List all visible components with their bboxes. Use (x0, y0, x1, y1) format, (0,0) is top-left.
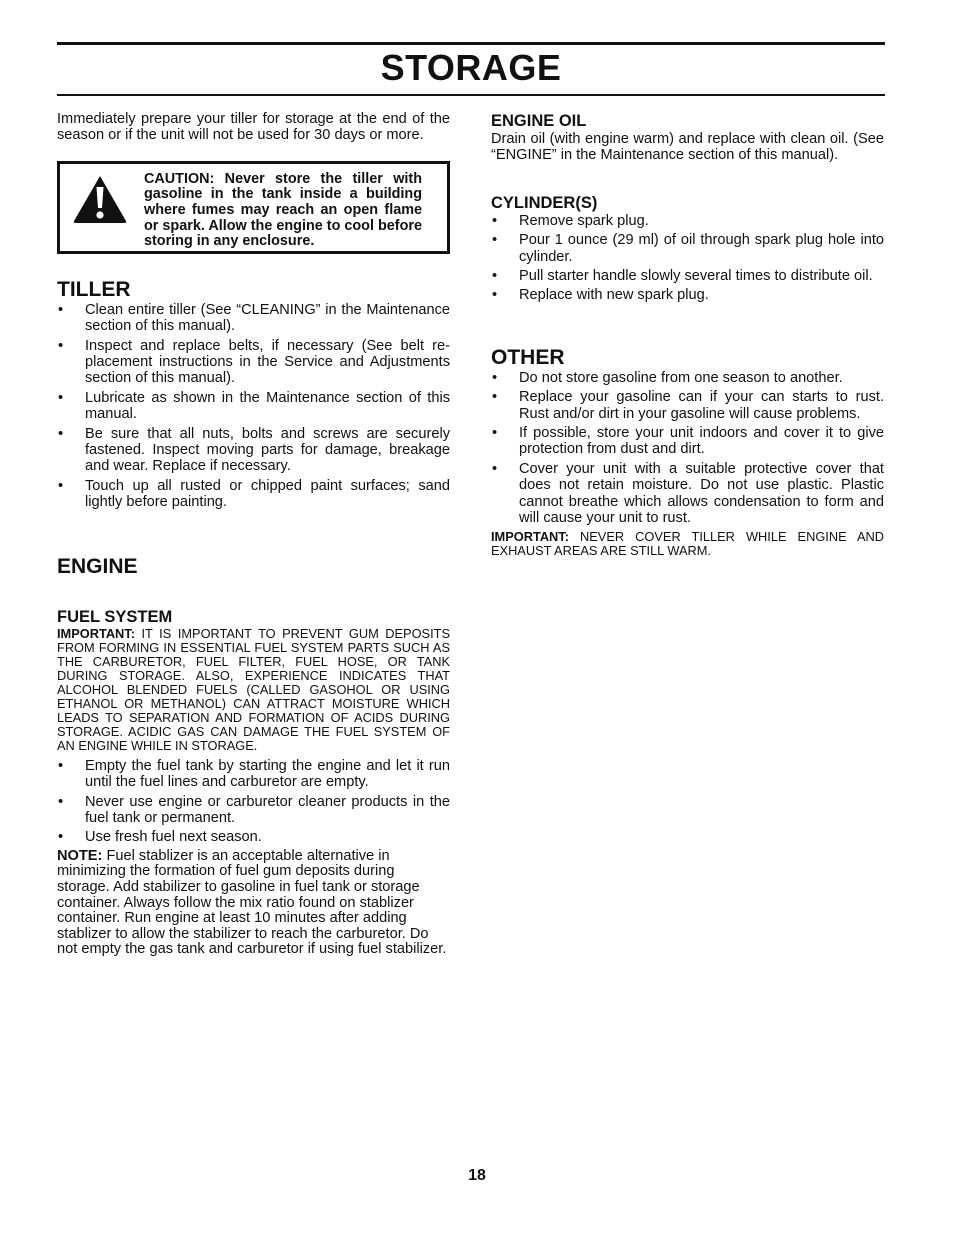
other-heading: OTHER (491, 345, 565, 369)
warning-triangle-icon (72, 174, 128, 224)
engine-oil-text: Drain oil (with engine warm) and replace with clean oil. (See “ENGINE” in the Maintenance section of this manual). (491, 131, 884, 164)
tiller-list (57, 302, 450, 511)
fuel-stabilizer-note (57, 849, 450, 958)
important-text: NEVER COVER TILLER WHILE ENGINE AND EXHAUST AREAS ARE STILL WARM. (491, 528, 884, 558)
list-item: • Inspect and replace belts, if necessary (See belt re-placement instructions in the Service and Adjustments section of this manual). (57, 338, 450, 387)
fuel-system-important (57, 627, 450, 753)
header-bottom-rule (57, 94, 885, 96)
tiller-heading: TILLER (57, 277, 131, 301)
page-number: 18 (468, 1167, 486, 1184)
caution-text: CAUTION: Never store the tiller with gasoline in the tank inside a building where fumes may reach an open flame or spark. Allow the engine to cool before storing in any enclosure. (144, 170, 422, 250)
list-item: • Do not store gasoline from one season to another. (491, 370, 884, 386)
other-important (491, 530, 884, 558)
list-item: • Touch up all rusted or chipped paint surfaces; sand lightly before painting. (57, 478, 450, 511)
list-item: • Never use engine or carburetor cleaner products in the fuel tank or permanent. (57, 794, 450, 827)
cylinders-list (491, 213, 884, 304)
cylinders-heading: CYLINDER(S) (491, 193, 598, 212)
fuel-system-list (57, 758, 450, 846)
important-text: IT IS IMPORTANT TO PREVENT GUM DEPOSITS FROM FORMING IN ESSENTIAL FUEL SYSTEM PARTS SUCH AS THE CARBURETOR, FUEL FILTER, FUEL HOSE, OR TANK DURING STORAGE. ALSO, EXPERIENCE INDICATES THAT ALCOHOL BLENDED FUELS (CALLED GASOHOL OR USING ETHANOL OR METHANOL) CAN ATTRACT MOISTURE WHICH LEADS TO SEPARATION AND FORMATION OF ACIDS DURING STORAGE. ACIDIC GAS CAN DAMAGE THE FUEL SYSTEM OF AN ENGINE WHILE IN STORAGE. (57, 625, 450, 753)
list-item: • Cover your unit with a suitable protective cover that does not retain moisture. Do not use plastic. Plastic cannot breathe which allows condensation to form and will cause your unit to rust. (491, 461, 884, 527)
important-label: IMPORTANT: (491, 528, 569, 544)
list-item: • Pour 1 ounce (29 ml) of oil through spark plug hole into cylinder. (491, 232, 884, 265)
list-item: • Be sure that all nuts, bolts and screws are securely fastened. Inspect moving parts for damage, breakage and wear. Replace if necessary. (57, 426, 450, 475)
intro-paragraph: Immediately prepare your tiller for storage at the end of the season or if the unit will not be used for 30 days or more. (57, 111, 450, 144)
other-list (491, 370, 884, 527)
list-item: • Remove spark plug. (491, 213, 884, 229)
right-column (491, 111, 884, 558)
list-item: • Use fresh fuel next season. (57, 829, 450, 845)
list-item: • Clean entire tiller (See “CLEANING” in the Maintenance section of this manual). (57, 302, 450, 335)
fuel-system-heading: FUEL SYSTEM (57, 607, 173, 626)
note-text: Fuel stablizer is an acceptable alternative in minimizing the formation of fuel gum deposits during storage. Add stabilizer to gasoline in fuel tank or storage container. Always follow the mix ratio found on stablizer container. Run engine at least 10 minutes after adding stablizer to allow the stabilizer to reach the carburetor. Do not empty the gas tank and carburetor if using fuel stabilizer. (57, 847, 447, 958)
list-item: • Replace with new spark plug. (491, 287, 884, 303)
engine-oil-heading: ENGINE OIL (491, 112, 587, 130)
list-item: • Lubricate as shown in the Maintenance section of this manual. (57, 390, 450, 423)
page-title: STORAGE (380, 47, 562, 88)
engine-heading: ENGINE (57, 554, 138, 578)
list-item: • If possible, store your unit indoors and cover it to give protection from dust and dirt. (491, 425, 884, 458)
important-label: IMPORTANT: (57, 625, 135, 641)
caution-box (57, 161, 450, 254)
list-item: • Replace your gasoline can if your can starts to rust. Rust and/or dirt in your gasoline will cause problems. (491, 389, 884, 422)
header-top-rule (57, 42, 885, 45)
list-item: • Pull starter handle slowly several times to distribute oil. (491, 268, 884, 284)
list-item: • Empty the fuel tank by starting the engine and let it run until the fuel lines and carburetor are empty. (57, 758, 450, 791)
left-column (57, 111, 450, 958)
note-label: NOTE: (57, 847, 103, 864)
